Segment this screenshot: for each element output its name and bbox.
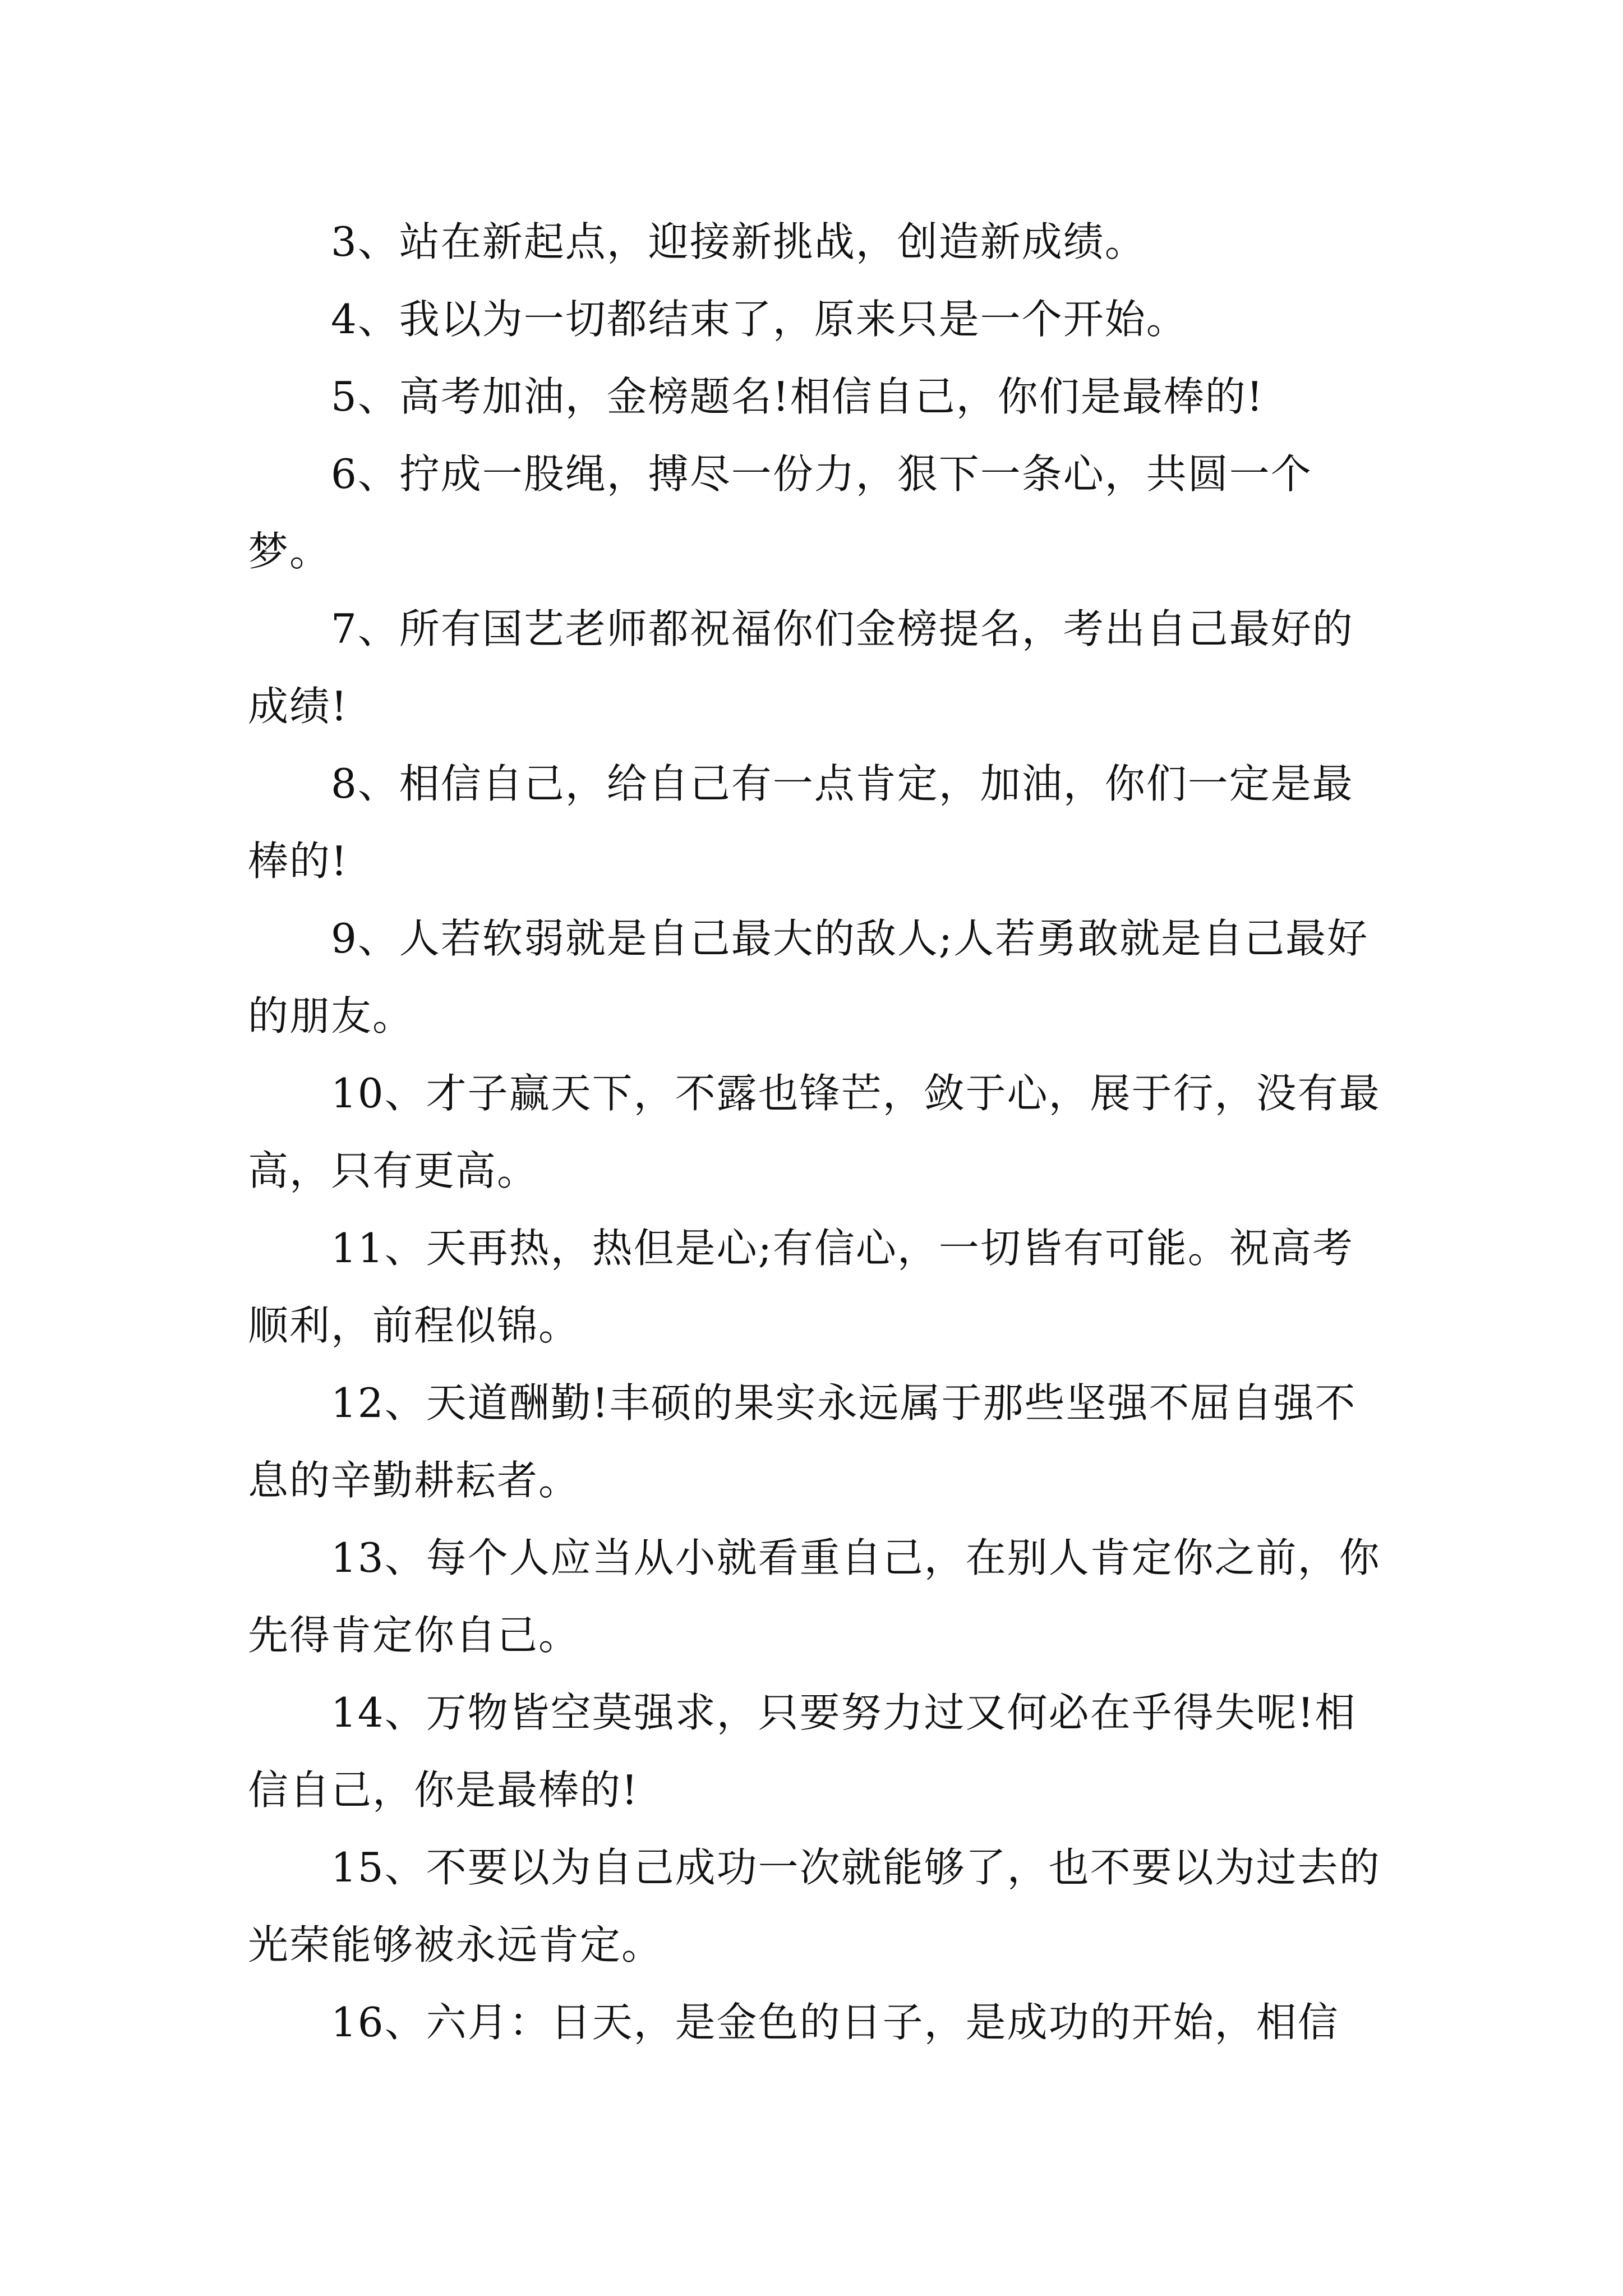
paragraph-13: 13、每个人应当从小就看重自己，在别人肯定你之前，你先得肯定你自己。	[248, 1534, 1381, 1659]
paragraph-5: 5、高考加油，金榜题名!相信自己，你们是最棒的!	[331, 373, 1264, 420]
paragraph-3: 3、站在新起点，迎接新挑战，创造新成绩。	[331, 218, 1146, 265]
paragraph-6: 6、拧成一股绳，搏尽一份力，狠下一条心，共圆一个梦。	[248, 450, 1312, 575]
paragraph-9: 9、人若软弱就是自己最大的敌人;人若勇敢就是自己最好的朋友。	[248, 915, 1369, 1039]
paragraph-15: 15、不要以为自己成功一次就能够了，也不要以为过去的光荣能够被永远肯定。	[248, 1844, 1381, 1968]
paragraph-14: 14、万物皆空莫强求，只要努力过又何必在乎得失呢!相信自己，你是最棒的!	[248, 1689, 1357, 1814]
paragraph-11: 11、天再热，热但是心;有信心，一切皆有可能。祝高考顺利，前程似锦。	[248, 1225, 1354, 1349]
paragraph-7: 7、所有国艺老师都祝福你们金榜提名，考出自己最好的成绩!	[248, 605, 1354, 730]
paragraph-10: 10、才子赢天下，不露也锋芒，敛于心，展于行，没有最高，只有更高。	[248, 1070, 1381, 1194]
paragraph-12: 12、天道酬勤!丰硕的果实永远属于那些坚强不屈自强不息的辛勤耕耘者。	[248, 1379, 1357, 1504]
paragraph-16: 16、六月：日天，是金色的日子，是成功的开始，相信	[331, 1999, 1339, 2046]
paragraph-4: 4、我以为一切都结束了，原来只是一个开始。	[331, 296, 1188, 343]
document-body	[248, 203, 1386, 2061]
paragraph-8: 8、相信自己，给自己有一点肯定，加油，你们一定是最棒的!	[248, 760, 1354, 885]
